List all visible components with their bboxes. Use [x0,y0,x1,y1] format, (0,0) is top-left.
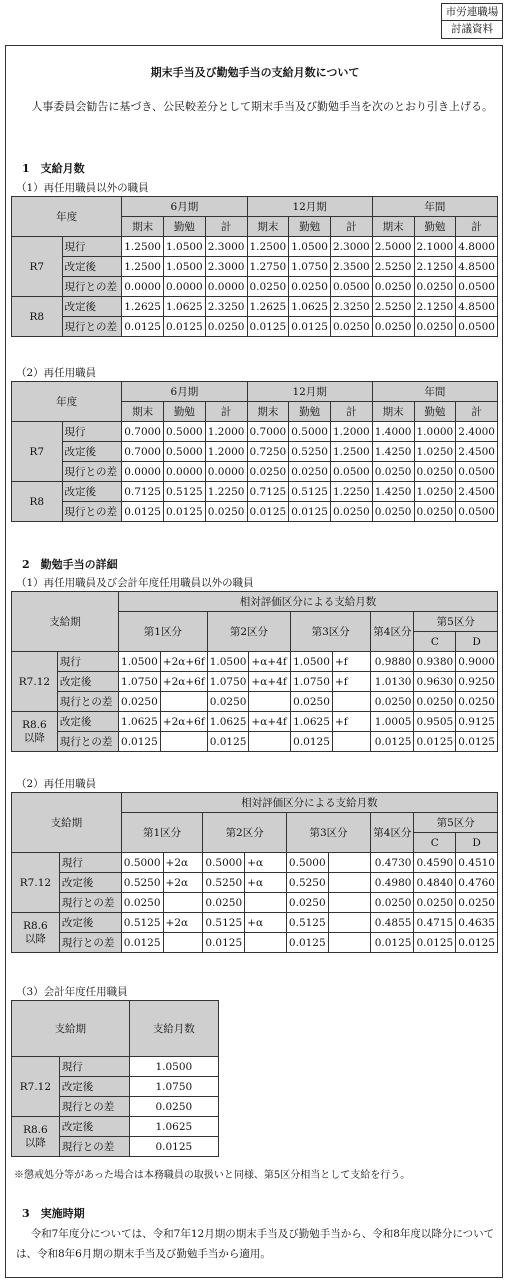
cell: 0.0125 [247,502,289,522]
header-kimatsu: 期末 [372,402,414,422]
header-kei: 計 [205,217,247,237]
cell: 0.0250 [247,277,289,297]
row-label-sa: 現行との差 [59,893,121,913]
cell: 0.4635 [456,913,498,933]
cell: 1.0130 [371,672,414,692]
section1-sub1: （1）再任用職員以外の職員 [16,182,149,194]
cell: 1.0000 [414,422,456,442]
cell: 0.0250 [289,277,331,297]
document-stamp [441,3,503,39]
cell: 1.0500 [164,257,206,277]
row-label-kaitei: 改定後 [59,873,121,893]
cell: 1.4250 [372,482,414,502]
cell: 0.5000 [286,853,328,873]
cell: 0.0250 [331,502,373,522]
header-k2: 第2区分 [203,813,287,853]
cell: 4.8500 [456,257,498,277]
cell: 2.4000 [456,422,498,442]
stamp-line1: 市労連職場 [445,6,499,18]
row-label-r712: R7.12 [12,853,60,913]
cell: 0.0000 [164,462,206,482]
cell: 1.0500 [207,652,249,672]
header-nendo: 年度 [12,197,122,237]
cell: 0.0500 [456,502,498,522]
cell: 0.0250 [331,317,373,337]
cell: 1.0750 [291,672,333,692]
cell: 0.9250 [456,672,498,692]
cell: +f [332,712,370,732]
row-label-kaitei: 改定後 [62,297,122,317]
cell: 0.5000 [164,442,206,462]
header-getsu: 支給月数 [129,1001,218,1057]
row-label-r8: R8 [12,297,63,337]
cell: 0.9880 [371,652,414,672]
cell: 0.0000 [205,277,247,297]
cell: 2.1250 [414,257,456,277]
header-k3: 第3区分 [286,813,370,853]
section3-heading: 3 実施時期 [22,1207,85,1220]
cell: 0.0125 [291,732,333,752]
row-label-genko: 現行 [57,652,118,672]
cell: 1.2500 [122,257,164,277]
cell [249,692,291,712]
cell: 0.0250 [205,317,247,337]
header-kinben: 勤勉 [289,402,331,422]
cell: 0.5125 [164,482,206,502]
row-label-sa: 現行との差 [62,462,122,482]
row-label-genko: 現行 [59,1057,129,1077]
cell: 1.4250 [372,442,414,462]
cell: 0.4510 [456,853,498,873]
cell: 0.5125 [289,482,331,502]
section2-sub2: （2）再任用職員 [16,778,97,790]
row-label-r7: R7 [12,237,63,297]
cell: 1.0625 [164,297,206,317]
header-k3: 第3区分 [291,612,371,652]
header-kimatsu: 期末 [247,217,289,237]
row-label-kaitei: 改定後 [59,913,121,933]
row-label-kaitei: 改定後 [62,482,122,502]
cell: +α [245,873,287,893]
cell: +2α [163,853,203,873]
row-label-genko: 現行 [62,422,122,442]
section2-heading: 2 勤勉手当の詳細 [22,558,118,571]
cell: 1.4000 [372,422,414,442]
cell: 2.3500 [331,257,373,277]
cell: 1.0500 [289,237,331,257]
cell: 0.0500 [456,277,498,297]
cell: 1.0750 [207,672,249,692]
cell: 0.0250 [372,502,414,522]
cell: 0.5000 [164,422,206,442]
cell: 0.0250 [129,1097,218,1117]
cell: 1.2750 [247,257,289,277]
cell: 0.5125 [121,913,163,933]
cell: 0.0250 [372,277,414,297]
cell: 0.0125 [121,933,163,953]
cell: 0.5000 [121,853,163,873]
cell: 0.7250 [247,442,289,462]
cell: 1.0250 [414,482,456,502]
cell: 2.3250 [205,297,247,317]
cell: 2.1250 [414,297,456,317]
cell: 0.5250 [121,873,163,893]
table-3-diligence-detail [11,591,498,752]
section1-heading: 1 支給月数 [22,162,85,175]
row-label-sa: 現行との差 [57,692,118,712]
cell: 0.7125 [247,482,289,502]
header-soutai: 相対評価区分による支給月数 [121,793,497,813]
header-kei: 計 [456,402,498,422]
row-label-sa: 現行との差 [59,933,121,953]
cell: 1.0750 [129,1077,218,1097]
header-kinben: 勤勉 [414,402,456,422]
page-title: 期末手当及び勤勉手当の支給月数について [150,66,360,79]
cell: 0.0125 [414,933,456,953]
header-d: D [456,632,498,652]
cell [163,893,203,913]
cell [160,732,207,752]
cell: 1.0250 [414,442,456,462]
section1-sub2: （2）再任用職員 [16,367,97,379]
row-label-sa: 現行との差 [59,1137,129,1157]
cell: 0.5250 [203,873,245,893]
cell: 0.0250 [121,893,163,913]
header-kei: 計 [456,217,498,237]
cell: 0.0125 [456,933,498,953]
cell [328,933,371,953]
cell: 0.0500 [331,462,373,482]
cell: 0.5000 [289,422,331,442]
header-6m: 6月期 [122,382,247,402]
cell: 1.0625 [291,712,333,732]
cell [245,893,287,913]
cell: 1.2625 [247,297,289,317]
cell [245,933,287,953]
cell: 0.0125 [289,317,331,337]
cell: 0.4840 [414,873,456,893]
section2-sub1: （1）再任用職員及び会計年度任用職員以外の職員 [16,577,254,589]
cell: 1.0500 [119,652,161,672]
cell: 0.0000 [205,462,247,482]
cell: 2.5250 [372,257,414,277]
row-label-kaitei: 改定後 [59,1077,129,1097]
header-kinben: 勤勉 [164,402,206,422]
cell: 0.0250 [414,462,456,482]
header-k4: 第4区分 [371,612,414,652]
row-label-kaitei: 改定後 [57,672,118,692]
header-c: C [414,833,456,853]
cell: 1.2500 [247,237,289,257]
header-k5: 第5区分 [414,612,498,632]
cell [160,692,207,712]
cell: 0.0250 [291,692,333,712]
cell: 0.0500 [456,462,498,482]
row-label-r86-line1: R8.6 [23,1123,48,1136]
cell: 0.0250 [414,277,456,297]
cell: 0.4715 [414,913,456,933]
table-5-fiscal-year-staff [11,1000,219,1157]
header-kinben: 勤勉 [289,217,331,237]
cell: 0.0125 [164,317,206,337]
cell: 1.0500 [164,237,206,257]
header-k2: 第2区分 [207,612,290,652]
cell: 0.7000 [122,442,164,462]
cell: 1.0500 [129,1057,218,1077]
cell: 0.4980 [371,873,414,893]
cell: +α+4f [249,652,291,672]
header-k1: 第1区分 [121,813,203,853]
cell: +α [245,853,287,873]
header-k5: 第5区分 [414,813,498,833]
cell: 0.0250 [414,692,456,712]
cell: 0.0250 [414,317,456,337]
cell: 0.0250 [205,502,247,522]
row-label-sa: 現行との差 [62,502,122,522]
section3-body: 令和7年度分については、令和7年12月期の期末手当及び勤勉手当から、令和8年度以降分については、令和8年6月期の期末手当及び勤勉手当から適用。 [16,1228,495,1260]
cell: +α+4f [249,712,291,732]
cell: +2α [163,913,203,933]
cell: 1.0625 [289,297,331,317]
header-kimatsu: 期末 [122,217,164,237]
cell: +2α+6f [160,652,207,672]
cell: 0.4590 [414,853,456,873]
header-kinben: 勤勉 [164,217,206,237]
table-2-reemployed-months [11,381,498,522]
row-label-genko: 現行 [62,237,122,257]
header-12m: 12月期 [247,197,372,217]
cell: 0.0125 [119,732,161,752]
cell: 0.0125 [164,502,206,522]
cell: +α+4f [249,672,291,692]
cell [328,913,371,933]
cell: 1.2250 [205,482,247,502]
cell: 1.2500 [122,237,164,257]
row-label-r86-line1: R8.6 [22,718,47,731]
cell: 0.0000 [122,462,164,482]
cell: 0.0125 [207,732,249,752]
cell: 4.8500 [456,297,498,317]
cell: 0.0250 [456,692,498,712]
cell: 0.5250 [286,873,328,893]
cell: 1.0625 [129,1117,218,1137]
cell: 0.0250 [286,893,328,913]
header-shikyu: 支給期 [12,1001,130,1057]
cell [328,873,371,893]
cell: 0.0250 [372,462,414,482]
cell: 0.4760 [456,873,498,893]
note-text: ※懲戒処分等があった場合は本務職員の取扱いと同様、第5区分相当として支給を行う。 [14,1170,411,1181]
cell: 1.2500 [331,442,373,462]
stamp-line2: 討議資料 [442,20,502,37]
header-year: 年間 [372,197,497,217]
row-label-kaitei: 改定後 [62,442,122,462]
cell: 1.0750 [119,672,161,692]
cell: 0.9125 [456,712,498,732]
cell: 0.0125 [371,732,414,752]
cell: 0.0500 [331,277,373,297]
row-label-r86-line1: R8.6 [23,919,48,932]
cell: 0.0250 [371,692,414,712]
header-kimatsu: 期末 [247,402,289,422]
cell: 2.1000 [414,237,456,257]
cell: 4.8000 [456,237,498,257]
row-label-sa: 現行との差 [59,1097,129,1117]
cell: 1.2000 [205,442,247,462]
cell: 2.3000 [205,237,247,257]
cell: +f [332,672,370,692]
cell: +α [245,913,287,933]
section2-sub3: （3）会計年度任用職員 [16,986,128,998]
table-1-allowance-months [11,196,498,337]
row-label-r86 [12,1117,60,1157]
cell: 0.9630 [414,672,456,692]
cell: 0.9380 [414,652,456,672]
row-label-r712: R7.12 [12,1057,60,1117]
row-label-r86 [12,712,58,752]
header-kimatsu: 期末 [372,217,414,237]
header-kei: 計 [331,217,373,237]
header-kinben: 勤勉 [414,217,456,237]
cell: 0.0125 [129,1137,218,1157]
cell: 0.9505 [414,712,456,732]
header-nendo: 年度 [12,382,122,422]
cell: 0.9000 [456,652,498,672]
cell: 0.0250 [207,692,249,712]
cell: 0.0125 [371,933,414,953]
row-label-r86-line2: 以降 [24,1136,46,1149]
cell: 1.2000 [205,422,247,442]
cell: 2.3250 [331,297,373,317]
cell [328,853,371,873]
row-label-sa: 現行との差 [62,277,122,297]
cell: 0.0250 [119,692,161,712]
header-d: D [456,833,498,853]
row-label-kaitei: 改定後 [57,712,118,732]
cell: 1.2625 [122,297,164,317]
row-label-r712: R7.12 [12,652,58,712]
cell [249,732,291,752]
header-kei: 計 [205,402,247,422]
cell: 0.5125 [203,913,245,933]
row-label-kaitei: 改定後 [59,1117,129,1137]
header-kimatsu: 期末 [122,402,164,422]
row-label-r86-line2: 以降 [24,932,46,945]
cell: 1.2250 [331,482,373,502]
intro-paragraph: 人事委員会勧告に基づき、公民較差分として期末手当及び勤勉手当を次のとおり引き上げる。 [31,100,493,113]
cell: 0.0250 [371,893,414,913]
row-label-genko: 現行 [59,853,121,873]
header-shikyu: 支給期 [12,592,119,652]
cell [163,933,203,953]
cell: 2.3000 [205,257,247,277]
cell: 0.0000 [164,277,206,297]
cell: +2α [163,873,203,893]
cell: 0.4855 [371,913,414,933]
cell: 0.0125 [203,933,245,953]
cell: +f [332,652,370,672]
row-label-sa: 現行との差 [57,732,118,752]
cell: 2.3000 [331,237,373,257]
header-12m: 12月期 [247,382,372,402]
cell: 0.0500 [456,317,498,337]
header-kei: 計 [331,402,373,422]
cell: 2.5000 [372,237,414,257]
cell: 0.5250 [289,442,331,462]
cell: 0.4730 [371,853,414,873]
cell: 0.0125 [247,317,289,337]
header-k1: 第1区分 [119,612,208,652]
row-label-kaitei: 改定後 [62,257,122,277]
cell [332,692,370,712]
cell: 1.0005 [371,712,414,732]
cell: +2α+6f [160,672,207,692]
cell: 2.4500 [456,482,498,502]
cell: 2.4500 [456,442,498,462]
cell: 0.0125 [289,502,331,522]
header-c: C [414,632,456,652]
cell: +2α+6f [160,712,207,732]
cell: 0.0125 [286,933,328,953]
header-6m: 6月期 [122,197,247,217]
cell: 1.0500 [291,652,333,672]
header-year: 年間 [372,382,497,402]
cell: 1.0625 [119,712,161,732]
cell: 0.0125 [122,317,164,337]
cell: 0.0250 [203,893,245,913]
cell: 0.0250 [372,317,414,337]
table-4-reemployed-diligence [11,792,498,953]
cell: 0.0125 [414,732,456,752]
row-label-r86-line2: 以降 [23,731,45,744]
cell: 0.0250 [456,893,498,913]
header-soutai: 相対評価区分による支給月数 [119,592,498,612]
cell: 0.0250 [414,893,456,913]
cell: 0.7000 [247,422,289,442]
cell: 0.5125 [286,913,328,933]
row-label-r8: R8 [12,482,63,522]
cell [328,893,371,913]
row-label-sa: 現行との差 [62,317,122,337]
cell: 1.2000 [331,422,373,442]
cell: 0.0000 [122,277,164,297]
cell: 0.0125 [456,732,498,752]
cell: 2.5250 [372,297,414,317]
cell: 0.0125 [122,502,164,522]
header-shikyu: 支給期 [12,793,122,853]
row-label-r86 [12,913,60,953]
cell: 0.0250 [247,462,289,482]
cell [332,732,370,752]
cell: 1.0750 [289,257,331,277]
cell: 0.0250 [414,502,456,522]
cell: 0.7000 [122,422,164,442]
header-k4: 第4区分 [371,813,414,853]
cell: 1.0625 [207,712,249,732]
row-label-r7: R7 [12,422,63,482]
cell: 0.7125 [122,482,164,502]
cell: 0.5000 [203,853,245,873]
cell: 0.0250 [289,462,331,482]
